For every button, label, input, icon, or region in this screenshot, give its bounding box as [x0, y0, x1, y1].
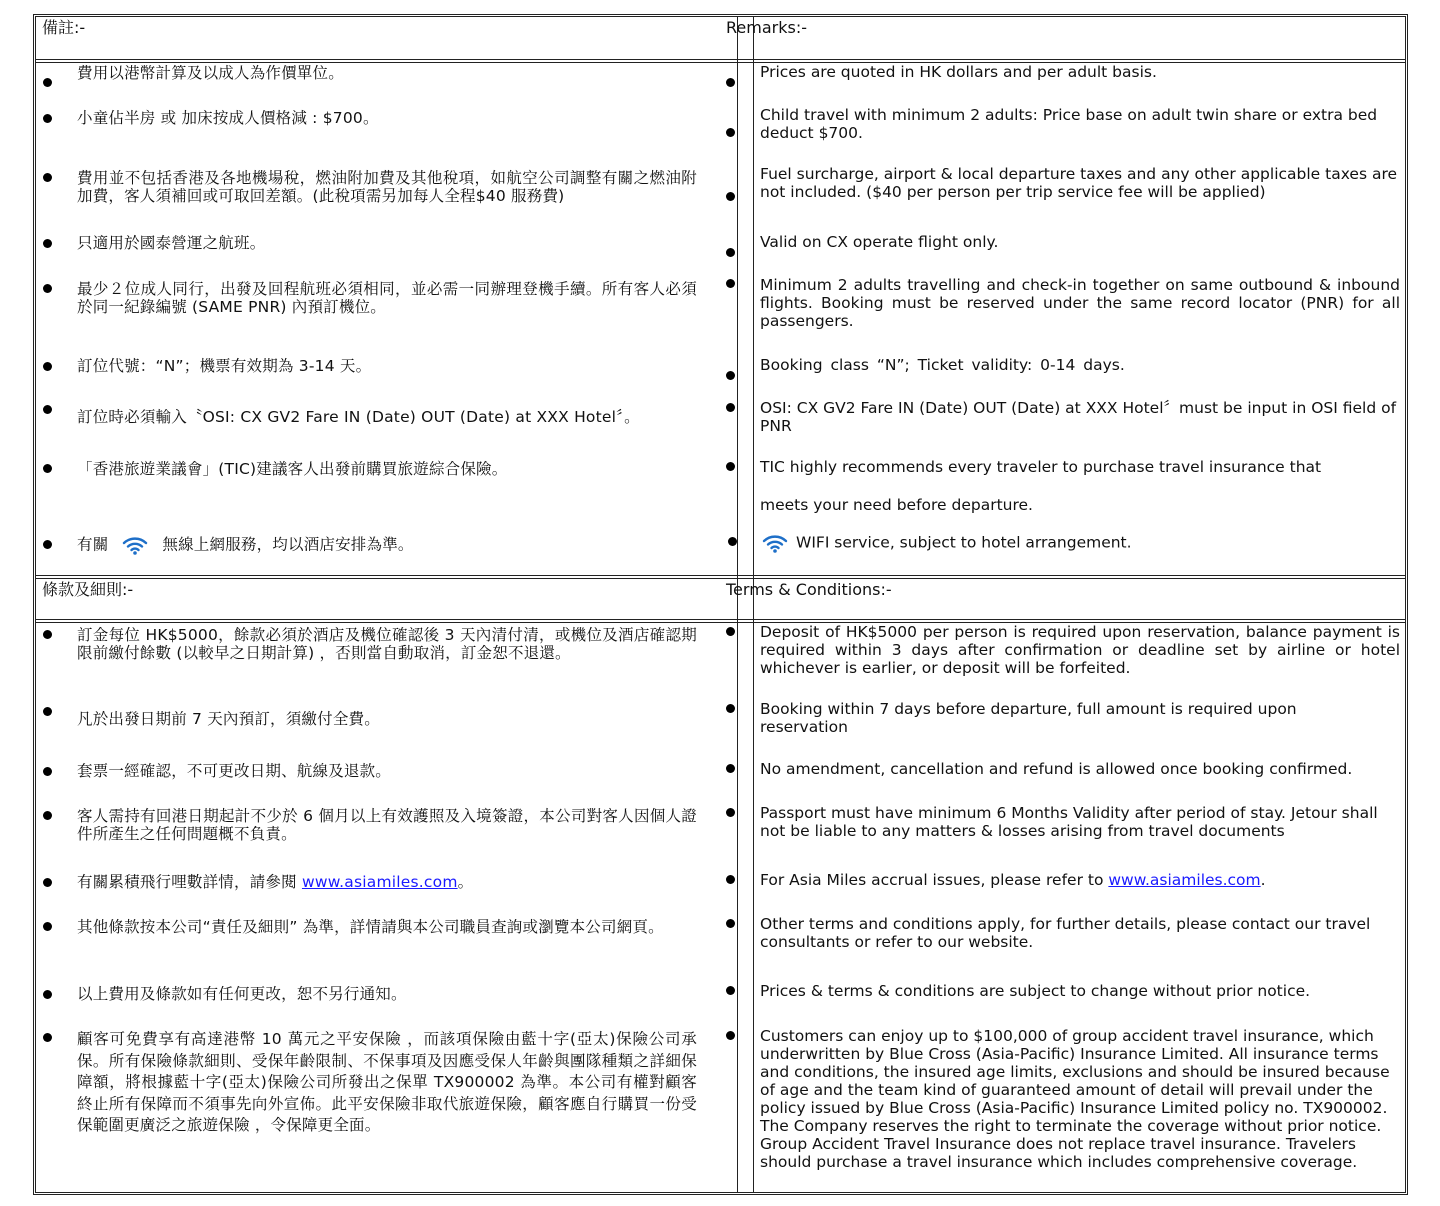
- list-item: Booking class “N”; Ticket validity: 0-14 days.: [760, 356, 1400, 374]
- bullet-icon: [726, 986, 735, 995]
- list-item: TIC highly recommends every traveler to purchase travel insurance that: [760, 458, 1400, 476]
- wifi-icon: [762, 533, 788, 553]
- terms-en-title: Terms & Conditions:-: [726, 580, 892, 599]
- list-item: 有關 無線上網服務，均以酒店安排為準。: [77, 535, 697, 555]
- bullet-icon: [43, 811, 52, 820]
- bullet-icon: [728, 537, 737, 546]
- list-item: 有關累積飛行哩數詳情，請參閱 www.asiamiles.com。: [77, 873, 697, 891]
- bullet-icon: [43, 362, 52, 371]
- list-item: Valid on CX operate flight only.: [760, 233, 1400, 251]
- bullet-icon: [726, 279, 735, 288]
- list-item: 套票一經確認，不可更改日期、航線及退款。: [77, 762, 697, 780]
- list-item: 費用並不包括香港及各地機場稅，燃油附加費及其他稅項，如航空公司調整有關之燃油附加費，客人須補回或可取回差額。(此稅項需另加每人全程$40 服務費): [77, 169, 697, 205]
- list-item: 訂金每位 HK$5000，餘款必須於酒店及機位確認後 3 天內清付清，或機位及酒店確認期限前繳付餘數 (以較早之日期計算) ，否則當自動取消，訂金恕不退還。: [77, 626, 697, 662]
- list-item: 以上費用及條款如有任何更改，恕不另行通知。: [77, 985, 697, 1003]
- list-item: Prices & terms & conditions are subject to change without prior notice.: [760, 982, 1400, 1000]
- bullet-icon: [43, 767, 52, 776]
- list-item: Booking within 7 days before departure, full amount is required upon reservation: [760, 700, 1400, 736]
- list-item: Minimum 2 adults travelling and check-in together on same outbound & inbound flights. Booking must be reserved under the same record locator (PNR) for all passengers.: [760, 276, 1400, 330]
- list-item: For Asia Miles accrual issues, please refer to www.asiamiles.com.: [760, 871, 1400, 889]
- asiamiles-link[interactable]: www.asiamiles.com: [301, 873, 458, 891]
- list-item: OSI: CX GV2 Fare IN (Date) OUT (Date) at XXX Hotel〞must be input in OSI field of PNR: [760, 399, 1400, 435]
- list-item-continuation: meets your need before departure.: [760, 496, 1033, 514]
- list-item: Child travel with minimum 2 adults: Price base on adult twin share or extra bed deduct $700.: [760, 106, 1400, 142]
- bullet-icon: [43, 990, 52, 999]
- bullet-icon: [726, 764, 735, 773]
- bullet-icon: [43, 1033, 52, 1042]
- bullet-icon: [43, 114, 52, 123]
- bullet-icon: [726, 1031, 735, 1040]
- bullet-icon: [726, 128, 735, 137]
- remarks-en-title: Remarks:-: [726, 18, 807, 37]
- bullet-icon: [726, 808, 735, 817]
- wifi-icon: [122, 535, 148, 555]
- bullet-icon: [726, 627, 735, 636]
- remarks-zh-title: 備註:-: [42, 18, 86, 37]
- list-item: 顧客可免費享有高達港幣 10 萬元之平安保險 ，而該項保險由藍十字(亞太)保險公司承保。所有保險條款細則、受保年齡限制、不保事項及因應受保人年齡與團隊種類之詳細保障額，將根據藍十字(亞太)保險公司所發出之保單 TX900002 為準。本公司有權對顧客終止所有保障而不須事先向外宣佈。此平安保險非取代旅遊保險，顧客應自行購買一份受保範圍更廣泛之旅遊保險 ，令保障更全面。: [77, 1029, 697, 1137]
- list-item: 訂位時必須輸入〝OSI: CX GV2 Fare IN (Date) OUT (Date) at XXX Hotel〞。: [77, 408, 697, 426]
- list-item: Fuel surcharge, airport & local departure taxes and any other applicable taxes are not included. ($40 per person per trip service fee will be applied): [760, 165, 1400, 201]
- list-item: 客人需持有回港日期起計不少於 6 個月以上有效護照及入境簽證，本公司對客人因個人證件所產生之任何問題概不負責。: [77, 807, 697, 843]
- bullet-icon: [43, 464, 52, 473]
- terms-zh-title: 條款及細則:-: [42, 580, 134, 599]
- list-item: Passport must have minimum 6 Months Validity after period of stay. Jetour shall not be liable to any matters & losses arising from travel documents: [760, 804, 1400, 840]
- bullet-icon: [726, 248, 735, 257]
- bullet-icon: [726, 371, 735, 380]
- asiamiles-link[interactable]: www.asiamiles.com: [1108, 871, 1261, 889]
- bullet-icon: [726, 462, 735, 471]
- list-item: Deposit of HK$5000 per person is required upon reservation, balance payment is required within 3 days after confirmation or deadline set by airline or hotel whichever is earlier, or deposit will be forfeited.: [760, 623, 1400, 677]
- bullet-icon: [726, 704, 735, 713]
- list-item: 凡於出發日期前 7 天內預訂，須繳付全費。: [77, 710, 697, 728]
- list-item: WIFI service, subject to hotel arrangement.: [728, 533, 1368, 553]
- list-item: Prices are quoted in HK dollars and per adult basis.: [760, 63, 1400, 81]
- bullet-icon: [43, 540, 52, 549]
- bullet-icon: [726, 875, 735, 884]
- bullet-icon: [43, 78, 52, 87]
- list-item: Other terms and conditions apply, for further details, please contact our travel consultants or refer to our website.: [760, 915, 1400, 951]
- bullet-icon: [726, 403, 735, 412]
- bullet-icon: [726, 192, 735, 201]
- row-divider: [36, 575, 1405, 579]
- bullet-icon: [43, 707, 52, 716]
- list-item: 其他條款按本公司“責任及細則” 為準，詳情請與本公司職員查詢或瀏覽本公司網頁。: [77, 918, 697, 936]
- bullet-icon: [43, 405, 52, 414]
- bullet-icon: [726, 78, 735, 87]
- list-item: 最少２位成人同行，出發及回程航班必須相同，並必需一同辦理登機手續。所有客人必須於同一紀錄編號 (SAME PNR) 內預訂機位。: [77, 280, 697, 316]
- bullet-icon: [43, 922, 52, 931]
- list-item: No amendment, cancellation and refund is allowed once booking confirmed.: [760, 760, 1400, 778]
- bullet-icon: [726, 919, 735, 928]
- list-item: 「香港旅遊業議會」(TIC)建議客人出發前購買旅遊綜合保險。: [77, 460, 697, 478]
- list-item: 只適用於國泰營運之航班。: [77, 234, 697, 252]
- bullet-icon: [43, 630, 52, 639]
- bullet-icon: [43, 878, 52, 887]
- list-item: Customers can enjoy up to $100,000 of group accident travel insurance, which underwritten by Blue Cross (Asia-Pacific) Insurance Limited. All insurance terms and conditions, the insured age limits, exclusions and should be insured because of age and the team kind of guaranteed amount of detail will prevail under the policy issued by Blue Cross (Asia-Pacific) Insurance Limited policy no. TX900002. The Company reserves the right to terminate the coverage without prior notice. Group Accident Travel Insurance does not replace travel insurance. Travelers should purchase a travel insurance which includes comprehensive coverage.: [760, 1027, 1400, 1171]
- bullet-icon: [43, 284, 52, 293]
- bullet-icon: [43, 239, 52, 248]
- column-divider: [737, 17, 754, 1192]
- bullet-icon: [43, 173, 52, 182]
- list-item: 費用以港幣計算及以成人為作價單位。: [77, 64, 697, 82]
- list-item: 訂位代號：“N”；機票有效期為 3-14 天。: [77, 357, 697, 375]
- list-item: 小童佔半房 或 加床按成人價格減 : $700。: [77, 109, 697, 127]
